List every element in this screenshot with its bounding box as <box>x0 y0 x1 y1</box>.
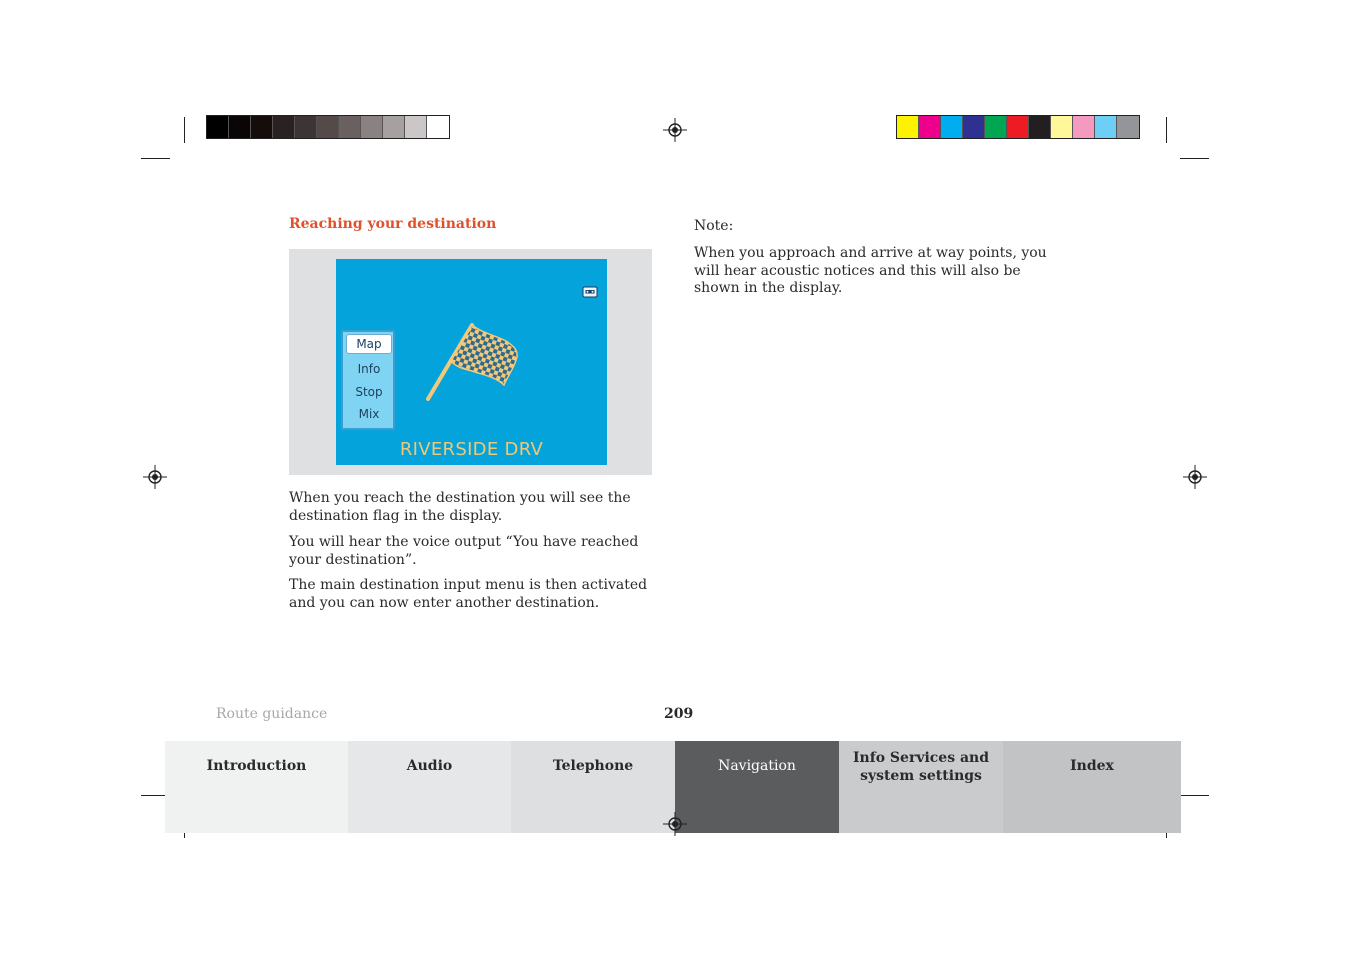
footer-section-name: Route guidance <box>216 706 328 722</box>
tab-label: Telephone <box>552 758 634 774</box>
color-swatch <box>985 116 1007 138</box>
tab-navigation[interactable] <box>675 741 839 833</box>
display-menu <box>341 330 395 430</box>
tab-label: Navigation <box>718 758 796 774</box>
registration-mark-icon <box>663 812 687 836</box>
section-heading: Reaching your destination <box>289 216 497 232</box>
color-swatch <box>897 116 919 138</box>
page-number: 209 <box>664 706 694 722</box>
crop-mark <box>1180 795 1209 796</box>
color-swatch <box>919 116 941 138</box>
display-menu-item-stop[interactable]: Stop <box>355 385 383 399</box>
gray-swatch <box>405 116 427 138</box>
tab-index[interactable] <box>1003 741 1181 833</box>
gray-swatch <box>273 116 295 138</box>
navigation-display-screenshot <box>336 259 607 465</box>
tab-label: Audio <box>406 758 453 774</box>
color-swatch <box>1029 116 1051 138</box>
crop-mark <box>184 117 185 143</box>
display-menu-item-map[interactable]: Map <box>347 335 391 353</box>
street-name-label: RIVERSIDE DRV <box>399 439 544 460</box>
crop-mark <box>141 158 170 159</box>
tab-introduction[interactable] <box>165 741 348 833</box>
gray-swatch <box>229 116 251 138</box>
gray-swatch <box>361 116 383 138</box>
gray-swatch <box>339 116 361 138</box>
color-swatch <box>1051 116 1073 138</box>
gray-swatch <box>427 116 449 138</box>
paragraph: The main destination input menu is then activated and you can now enter another destination. <box>289 577 648 611</box>
registration-mark-icon <box>143 465 167 489</box>
tab-label: Index <box>1070 758 1114 774</box>
tab-telephone[interactable] <box>511 741 675 833</box>
color-swatch <box>1007 116 1029 138</box>
color-swatch <box>963 116 985 138</box>
gray-swatch <box>207 116 229 138</box>
registration-mark-icon <box>1183 465 1207 489</box>
gray-swatch <box>251 116 273 138</box>
color-swatch <box>1095 116 1117 138</box>
gray-swatch <box>383 116 405 138</box>
cassette-icon <box>582 286 598 298</box>
color-swatch <box>941 116 963 138</box>
tab-label: Introduction <box>206 758 307 774</box>
crop-mark <box>1166 117 1167 143</box>
paragraph: When you reach the destination you will see the destination flag in the display. <box>289 490 631 524</box>
paragraph: You will hear the voice output “You have reached your destination”. <box>289 534 639 568</box>
tab-info-services[interactable] <box>839 741 1003 833</box>
checkered-flag-icon <box>424 319 524 404</box>
note-text: When you approach and arrive at way points, you will hear acoustic notices and this will also be shown in the display. <box>694 245 1047 296</box>
crop-mark <box>1180 158 1209 159</box>
color-swatch <box>1117 116 1139 138</box>
grayscale-calibration-bar <box>206 115 450 139</box>
tab-label: Info Services and system settings <box>852 750 990 784</box>
gray-swatch <box>295 116 317 138</box>
registration-mark-icon <box>663 118 687 142</box>
color-swatch <box>1073 116 1095 138</box>
tab-audio[interactable] <box>348 741 511 833</box>
gray-swatch <box>317 116 339 138</box>
display-menu-item-mix[interactable]: Mix <box>358 407 380 421</box>
color-calibration-bar <box>896 115 1140 139</box>
display-menu-item-info[interactable]: Info <box>357 362 381 376</box>
note-label: Note: <box>694 218 734 234</box>
